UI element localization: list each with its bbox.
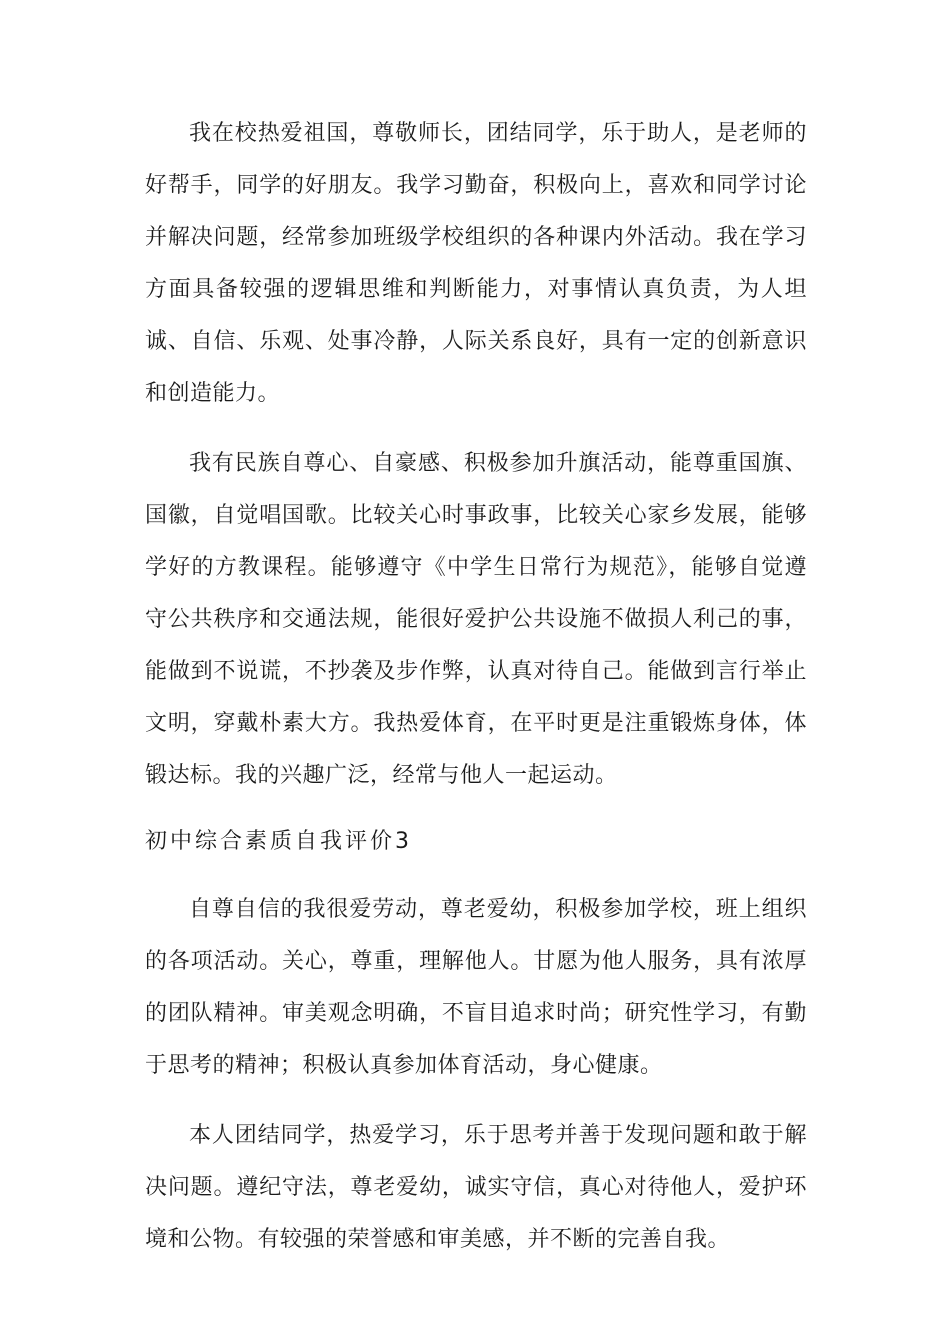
body-paragraph: 我有民族自尊心、自豪感、积极参加升旗活动，能尊重国旗、国徽，自觉唱国歌。比较关心时事政事，比较关心家乡发展，能够学好的方教课程。能够遵守《中学生日常行为规范》，能够自觉遵守公共秩序和交通法规，能很好爱护公共设施不做损人利己的事，能做到不说谎，不抄袭及步作弊，认真对待自己。能做到言行举止文明，穿戴朴素大方。我热爱体育，在平时更是注重锻炼身体，体锻达标。我的兴趣广泛，经常与他人一起运动。 xyxy=(145,451,807,788)
body-paragraph: 自尊自信的我很爱劳动，尊老爱幼，积极参加学校，班上组织的各项活动。关心，尊重，理解他人。甘愿为他人服务，具有浓厚的团队精神。审美观念明确，不盲目追求时尚；研究性学习，有勤于思考的精神；积极认真参加体育活动，身心健康。 xyxy=(145,897,807,1078)
body-paragraph: 本人团结同学，热爱学习，乐于思考并善于发现问题和敢于解决问题。遵纪守法，尊老爱幼，诚实守信，真心对待他人，爱护环境和公物。有较强的荣誉感和审美感，并不断的完善自我。 xyxy=(145,1123,807,1252)
body-paragraph: 我在校热爱祖国，尊敬师长，团结同学，乐于助人，是老师的好帮手，同学的好朋友。我学习勤奋，积极向上，喜欢和同学讨论并解决问题，经常参加班级学校组织的各种课内外活动。我在学习方面具备较强的逻辑思维和判断能力，对事情认真负责，为人坦诚、自信、乐观、处事冷静，人际关系良好，具有一定的创新意识和创造能力。 xyxy=(145,121,807,406)
section-heading: 初中综合素质自我评价3 xyxy=(145,829,412,854)
document-page xyxy=(145,108,807,1266)
